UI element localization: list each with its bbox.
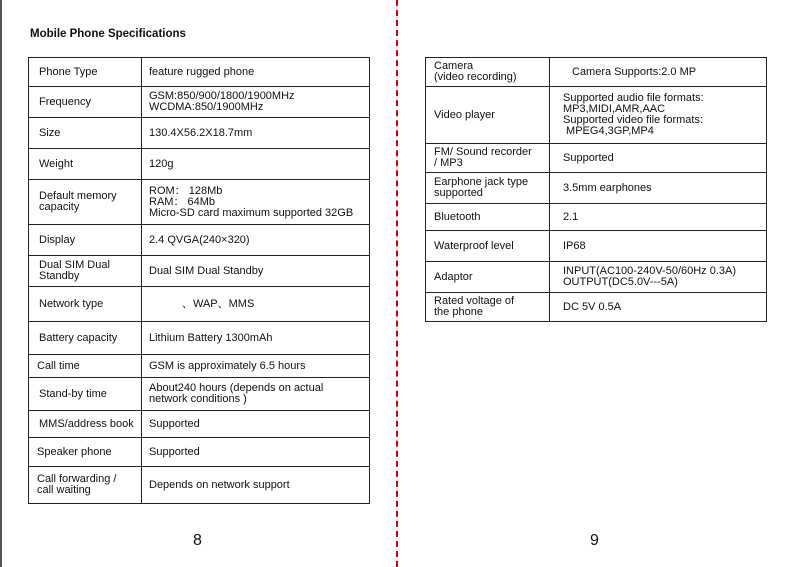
spec-value <box>142 355 370 378</box>
spec-row <box>29 118 370 149</box>
spec-value-line: Dual SIM Dual Standby <box>149 264 264 277</box>
spec-label <box>29 118 142 149</box>
spec-value-line: OUTPUT(DC5.0V---5A) <box>563 276 678 288</box>
spec-label-line: Camera <box>434 60 474 72</box>
spec-row <box>426 204 767 231</box>
spec-label <box>29 225 142 256</box>
spec-value-line: GSM is approximately 6.5 hours <box>149 359 306 372</box>
spec-value <box>142 118 370 149</box>
spec-label-line: Adaptor <box>434 270 473 283</box>
spec-value-line: Depends on network support <box>149 478 290 491</box>
spec-value <box>550 204 767 231</box>
spec-label <box>426 231 550 262</box>
spec-value-line: MPEG4,3GP,MP4 <box>563 125 654 137</box>
spec-label-line: Standby <box>39 270 80 282</box>
spec-label-line: Dual SIM Dual <box>39 259 110 271</box>
spec-row <box>29 467 370 504</box>
spec-value <box>142 180 370 225</box>
spec-label <box>426 144 550 173</box>
spec-value <box>550 87 767 144</box>
spec-label <box>29 355 142 378</box>
spec-row <box>29 180 370 225</box>
page-number-right: 9 <box>590 532 599 549</box>
spec-row <box>426 173 767 204</box>
spec-label-line: supported <box>434 187 483 199</box>
spec-row <box>29 225 370 256</box>
spec-label-line: (video recording) <box>434 71 517 83</box>
spec-value-line: Lithium Battery 1300mAh <box>149 331 273 344</box>
spec-value <box>142 225 370 256</box>
spec-value <box>142 467 370 504</box>
spec-row <box>426 262 767 293</box>
spec-row <box>29 287 370 322</box>
spec-label <box>29 378 142 411</box>
spec-value-line: GSM:850/900/1800/1900MHz <box>149 90 295 102</box>
spec-row <box>29 411 370 438</box>
spec-label <box>426 204 550 231</box>
spec-label <box>29 256 142 287</box>
spec-value <box>550 58 767 87</box>
spec-value <box>550 293 767 322</box>
spec-value <box>142 438 370 467</box>
spec-label-line: Call forwarding / <box>37 473 117 485</box>
spec-row <box>29 322 370 355</box>
spec-label-line: Rated voltage of <box>434 295 515 307</box>
page-fold-divider <box>396 0 398 567</box>
spec-value-line: WCDMA:850/1900MHz <box>149 101 264 113</box>
spec-value-line: DC 5V 0.5A <box>563 300 622 313</box>
spec-value <box>550 231 767 262</box>
spec-row <box>426 231 767 262</box>
spec-value-line: Supported <box>563 151 614 164</box>
spec-label-line: Size <box>39 126 61 139</box>
spec-value-line: MP3,MIDI,AMR,AAC <box>563 103 666 115</box>
spec-label-line: call waiting <box>37 484 91 496</box>
spec-label <box>426 293 550 322</box>
spec-value-line: INPUT(AC100-240V-50/60Hz 0.3A) <box>563 265 737 277</box>
spec-value-line: Micro-SD card maximum supported 32GB <box>149 206 354 219</box>
spec-value <box>142 58 370 87</box>
spec-row <box>426 87 767 144</box>
spec-row <box>29 378 370 411</box>
spec-row <box>426 144 767 173</box>
spec-row <box>29 438 370 467</box>
spec-row <box>29 355 370 378</box>
spec-value-line: 3.5mm earphones <box>563 181 652 194</box>
spec-label <box>29 149 142 180</box>
spec-label-line: Stand-by time <box>39 387 107 400</box>
spec-value-line: Supported audio file formats: <box>563 92 704 104</box>
spec-value <box>550 262 767 293</box>
spec-value-line: Supported <box>149 417 200 430</box>
spec-row <box>29 149 370 180</box>
spec-label-line: Phone Type <box>39 65 98 78</box>
spec-label <box>426 58 550 87</box>
spec-table-left <box>28 57 370 504</box>
spec-row <box>29 256 370 287</box>
spec-label-line: Weight <box>39 157 74 170</box>
spec-value-line: 120g <box>149 157 174 170</box>
spec-value <box>142 322 370 355</box>
spec-label-line: Speaker phone <box>37 445 112 458</box>
spec-value-line: 2.1 <box>563 210 579 223</box>
spec-label-line: capacity <box>39 201 80 213</box>
spec-value <box>142 149 370 180</box>
spec-value-line: network conditions ) <box>149 393 247 405</box>
spec-label-line: Video player <box>434 108 495 121</box>
spec-label <box>29 322 142 355</box>
spec-label <box>29 411 142 438</box>
spec-label-line: Call time <box>37 359 80 372</box>
spec-label <box>29 180 142 225</box>
spec-value-line: feature rugged phone <box>149 65 255 78</box>
spec-value <box>142 87 370 118</box>
spec-value-line: 、WAP、MMS <box>182 297 255 310</box>
spec-label-line: Display <box>39 233 76 246</box>
spec-row <box>426 293 767 322</box>
spec-label-line: Bluetooth <box>434 210 481 223</box>
spec-label <box>29 287 142 322</box>
spec-value-line: Supported video file formats: <box>563 114 704 126</box>
spec-value <box>142 411 370 438</box>
spec-label <box>29 438 142 467</box>
spec-value-line: About240 hours (depends on actual <box>149 382 324 394</box>
spec-value-line: ROM： 128Mb <box>149 184 223 197</box>
spec-label-line: FM/ Sound recorder <box>434 146 532 158</box>
spec-value-line: 130.4X56.2X18.7mm <box>149 126 253 139</box>
spec-value-line: IP68 <box>563 239 586 252</box>
spec-value <box>142 256 370 287</box>
spec-value-line: RAM： 64Mb <box>149 195 216 208</box>
spec-label-line: Battery capacity <box>39 331 118 344</box>
spec-label-line: / MP3 <box>434 157 463 169</box>
spec-value <box>550 173 767 204</box>
spec-label-line: Frequency <box>39 95 91 108</box>
spec-label-line: Default memory <box>39 190 117 202</box>
spec-label-line: Network type <box>39 297 104 310</box>
spec-row <box>426 58 767 87</box>
page-number-left: 8 <box>193 532 202 549</box>
spec-row <box>29 87 370 118</box>
spec-table-right <box>425 57 767 322</box>
spec-value <box>142 287 370 322</box>
spec-value-line: 2.4 QVGA(240×320) <box>149 233 250 246</box>
spec-label <box>426 87 550 144</box>
spec-label-line: Earphone jack type <box>434 176 529 188</box>
spec-label <box>29 87 142 118</box>
spec-value <box>142 378 370 411</box>
spec-value-line: Supported <box>149 445 200 458</box>
spec-label-line: Waterproof level <box>434 239 514 252</box>
page-title: Mobile Phone Specifications <box>30 28 186 40</box>
spec-value <box>550 144 767 173</box>
spec-label <box>29 467 142 504</box>
spec-label-line: the phone <box>434 306 483 318</box>
spec-label <box>426 262 550 293</box>
spec-row <box>29 58 370 87</box>
spec-value-line: Camera Supports:2.0 MP <box>572 65 697 78</box>
spec-label <box>29 58 142 87</box>
spec-label <box>426 173 550 204</box>
spec-label-line: MMS/address book <box>39 417 134 430</box>
page-left-edge <box>0 0 2 567</box>
